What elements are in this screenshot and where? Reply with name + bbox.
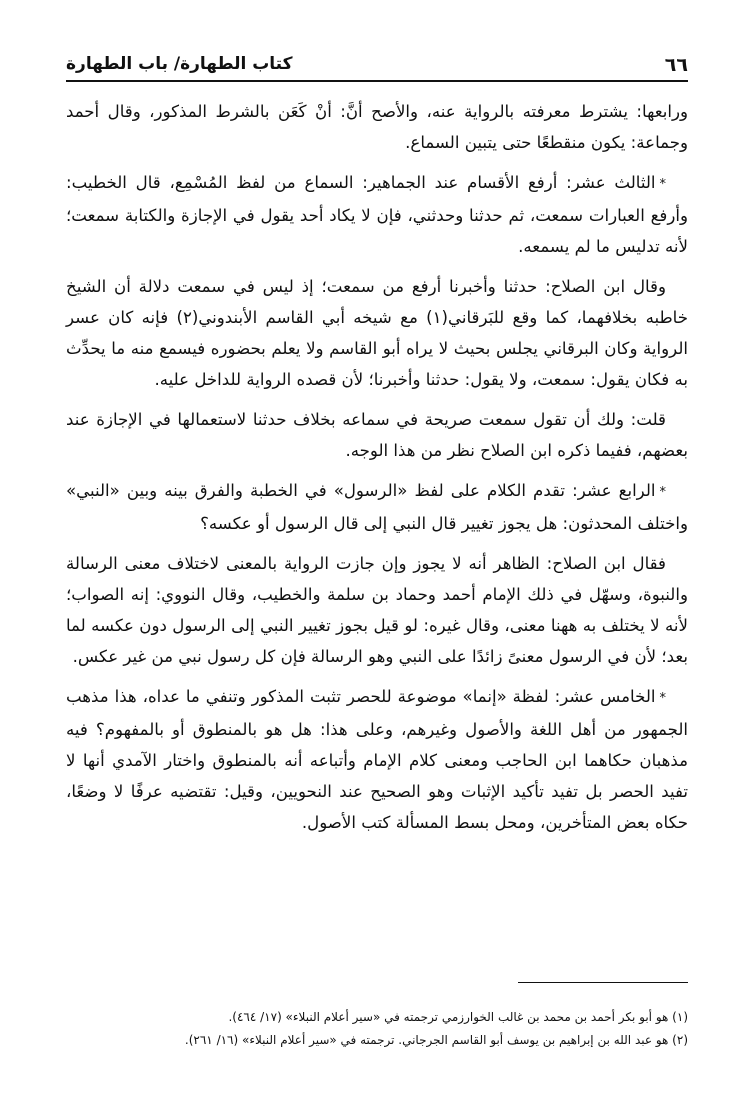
paragraph-text: ورابعها: يشترط معرفته بالرواية عنه، والأصح أنَّ: أنْ كَعَن بالشرط المذكور، وقال أحمد وجماعة: يكون منقطعًا حتى يتبين السماع. (66, 102, 688, 152)
paragraph (66, 271, 688, 395)
paragraph (66, 167, 688, 262)
footnote-divider (518, 982, 688, 983)
running-title: كتاب الطهارة/ باب الطهارة (66, 54, 293, 74)
paragraph-text: الخامس عشر: لفظة «إنما» موضوعة للحصر تثبت المذكور وتنفي ما عداه، هذا مذهب الجمهور من أهل اللغة والأصول وغيرهم، وعلى هذا: هل هو بالمنطوق أو بالمفهوم؟ فيه مذهبان حكاهما ابن الحاجب ومعنى كلام الإمام وأتباعه أنه بالمنطوق واختار الآمدي أنها لا تفيد الحصر بل تفيد تأكيد الإثبات وهو الصحيح عند النحويين، وقيل: تقتضيه عرفًا لا وضعًا، حكاه بعض المتأخرين، ومحل بسط المسألة كتب الأصول. (66, 687, 688, 832)
page-number: ٦٦ (664, 54, 688, 76)
page-header (66, 52, 688, 82)
section-marker: * (659, 485, 666, 500)
paragraph (66, 681, 688, 838)
main-text (66, 96, 688, 838)
paragraph (66, 475, 688, 539)
paragraph-text: وقال ابن الصلاح: حدثنا وأخبرنا أرفع من سمعت؛ إذ ليس في سمعت دلالة أن الشيخ خاطبه بخلافهما، كما وقع للبَرقاني(١) مع شيخه أبي القاسم الأبندوني(٢) فإنه كان عسر الرواية وكان البرقاني يجلس بحيث لا يراه أبو القاسم ولا يعلم بحضوره فيسمع منه ما يحدِّث به فكان يقول: سمعت، ولا يقول: حدثنا وأخبرنا؛ لأن قصده الرواية للداخل عليه. (66, 277, 688, 389)
section-marker: * (659, 691, 666, 706)
footnote: (٢) هو عبد الله بن إبراهيم بن يوسف أبو القاسم الجرجاني. ترجمته في «سير أعلام النبلاء» (١٦/ ٢٦١). (184, 1033, 688, 1047)
footnote: (١) هو أبو بكر أحمد بن محمد بن غالب الخوارزمي ترجمته في «سير أعلام النبلاء» (١٧/ ٤٦٤). (228, 1010, 688, 1024)
paragraph (66, 548, 688, 672)
paragraph-text: الثالث عشر: أرفع الأقسام عند الجماهير: السماع من لفظ المُسْمِع، قال الخطيب: وأرفع العبارات سمعت، ثم حدثنا وحدثني، فإن لا يكاد أحد يقول في الإجازة والكتابة سمعت؛ لأنه تدليس ما لم يسمعه. (66, 173, 688, 256)
paragraph-text: قلت: ولك أن تقول سمعت صريحة في سماعه بخلاف حدثنا لاستعمالها في الإجازة عند بعضهم، ففيما ذكره ابن الصلاح نظر من هذا الوجه. (66, 410, 688, 460)
paragraph-text: الرابع عشر: تقدم الكلام على لفظ «الرسول» في الخطبة والفرق بينه وبين «النبي» واختلف المحدثون: هل يجوز تغيير قال النبي إلى قال الرسول أو عكسه؟ (66, 481, 688, 533)
book-page (66, 52, 688, 1092)
paragraph (66, 96, 688, 158)
section-marker: * (659, 177, 666, 192)
footnotes (66, 1006, 688, 1052)
paragraph-text: فقال ابن الصلاح: الظاهر أنه لا يجوز وإن جازت الرواية بالمعنى لاختلاف معنى الرسالة والنبوة، وسهّل في ذلك الإمام أحمد وحماد بن سلمة والخطيب، وقال النووي: إنه الصواب؛ لأنه لا يختلف به ههنا معنى، وقال غيره: لو قيل بجوز تغيير النبي إلى الرسول دون عكسه لما بعد؛ لأن في الرسول معنىً زائدًا على النبي وهو الرسالة فإن كل رسول نبي من غير عكس. (66, 554, 688, 666)
paragraph (66, 404, 688, 466)
